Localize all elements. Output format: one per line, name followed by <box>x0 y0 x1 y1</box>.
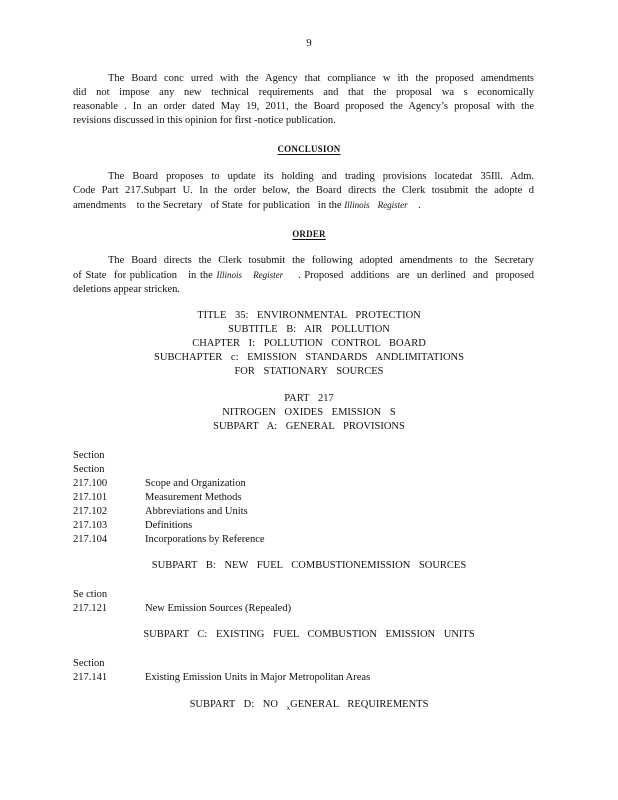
toc-row <box>73 519 192 533</box>
section-label: Se ction <box>73 589 108 600</box>
paragraph-line: revisions discussed in this opinion for first -notice publication. <box>73 115 336 126</box>
toc-row <box>73 671 370 685</box>
title-line: TITLE 35: ENVIRONMENTAL PROTECTION <box>197 310 421 321</box>
paragraph-line: Code Part 217.Subpart U. In the order below, the Board directs the Clerk tosubmit the adopte d <box>73 185 534 196</box>
section-label: Section <box>73 450 105 461</box>
paragraph-line: The Board conc urred with the Agency that compliance w ith the proposed amendments <box>108 73 534 84</box>
stationary-sources-line: FOR STATIONARY SOURCES <box>234 366 384 377</box>
subtitle-line: SUBTITLE B: AIR POLLUTION <box>228 324 390 335</box>
subpart-c-heading: SUBPART C: EXISTING FUEL COMBUSTION EMISSION UNITS <box>143 629 475 640</box>
section-label: Section <box>73 658 105 669</box>
paragraph-line: deletions appear stricken. <box>73 284 180 295</box>
paragraph-line: of State for publication in the Illinois Register . Proposed additions are un derlined and proposed <box>73 270 534 281</box>
part-line: PART 217 <box>284 393 334 404</box>
subpart-b-heading: SUBPART B: NEW FUEL COMBUSTIONEMISSION SOURCES <box>151 560 467 571</box>
toc-row <box>73 491 242 505</box>
subpart-d-heading-sub: x <box>286 704 291 713</box>
toc-row <box>73 533 265 547</box>
paragraph-line: The Board directs the Clerk tosubmit the following adopted amendments to the Secretary <box>108 255 534 266</box>
order-heading <box>0 229 618 239</box>
section-title: Definitions <box>145 520 193 531</box>
conclusion-heading <box>0 144 618 154</box>
toc-row <box>73 602 291 616</box>
paragraph-line: amendments to the Secretary of State for publication in the Illinois Register . <box>73 200 421 211</box>
paragraph-order <box>73 254 534 297</box>
conclusion-heading-text: CONCLUSION <box>277 144 341 154</box>
part-block <box>0 392 618 434</box>
part-title-line: NITROGEN OXIDES EMISSION S <box>222 407 396 418</box>
section-title: Existing Emission Units in Major Metropolitan Areas <box>145 672 371 683</box>
section-number: 217.121 <box>73 603 108 614</box>
paragraph-line: The Board proposes to update its holding and trading provisions locatedat 35Ill. Adm. <box>108 171 534 182</box>
section-number: 217.104 <box>73 534 108 545</box>
section-label: Section <box>73 464 105 475</box>
paragraph-conclusion <box>73 170 534 213</box>
italic-register: Register <box>377 200 408 210</box>
order-heading-text: ORDER <box>292 229 326 239</box>
section-number: 217.141 <box>73 672 108 683</box>
toc-row <box>73 505 248 519</box>
section-number: 217.102 <box>73 506 108 517</box>
section-title: Measurement Methods <box>145 492 242 503</box>
section-number: 217.101 <box>73 492 108 503</box>
title-block <box>0 309 618 379</box>
italic-register: Register <box>253 270 284 280</box>
paragraph-line: reasonable . In an order dated May 19, 2011, the Board proposed the Agency’s proposal with the <box>73 101 534 112</box>
italic-illinois: Illinois <box>344 200 370 210</box>
section-title: Abbreviations and Units <box>145 506 248 517</box>
subpart-d-heading-pre: SUBPART D: NO <box>189 699 278 710</box>
section-number: 217.100 <box>73 478 108 489</box>
section-title: Incorporations by Reference <box>145 534 265 545</box>
paragraph-board-concurred <box>73 72 534 128</box>
page-number: 9 <box>306 37 312 49</box>
section-title: New Emission Sources (Repealed) <box>145 603 292 614</box>
section-title: Scope and Organization <box>145 478 246 489</box>
subchapter-line: SUBCHAPTER c: EMISSION STANDARDS ANDLIMITATIONS <box>154 352 464 363</box>
section-number: 217.103 <box>73 520 108 531</box>
subpart-d-heading <box>0 699 618 712</box>
toc-row <box>73 477 246 491</box>
paragraph-line: did not impose any new technical requirements and that the proposal wa s economically <box>73 87 534 98</box>
subpart-d-heading-post: GENERAL REQUIREMENTS <box>290 699 429 710</box>
italic-illinois: Illinois <box>216 270 243 280</box>
chapter-line: CHAPTER I: POLLUTION CONTROL BOARD <box>192 338 426 349</box>
subpart-a-heading: SUBPART A: GENERAL PROVISIONS <box>213 421 405 432</box>
